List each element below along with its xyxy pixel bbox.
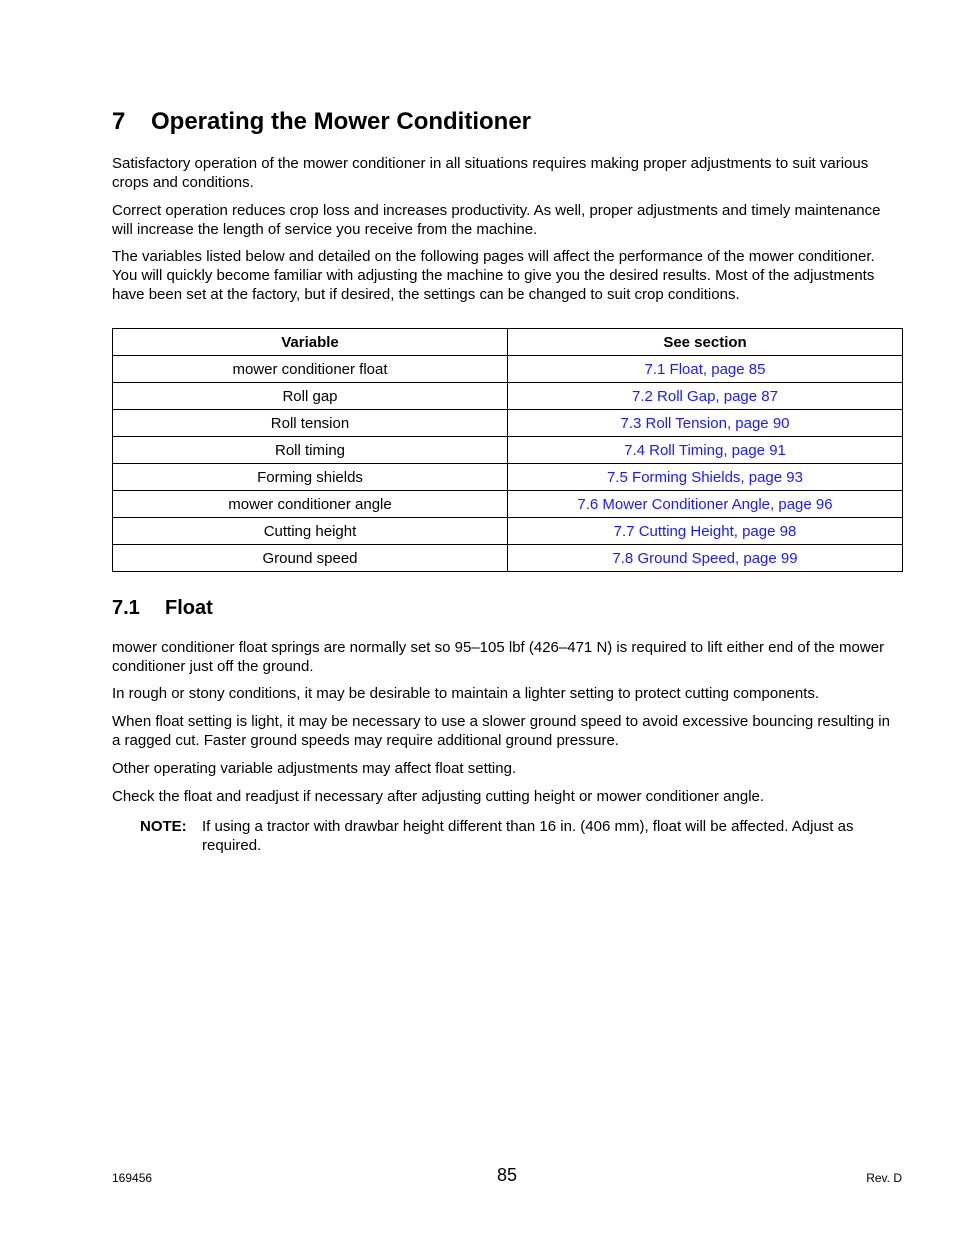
table-row (113, 437, 903, 464)
section-number: 7.1 (112, 597, 140, 619)
section-link[interactable]: 7.5 Forming Shields, page 93 (508, 464, 903, 491)
float-paragraph-4: Other operating variable adjustments may affect float setting. (112, 760, 517, 777)
chapter-title-text: Operating the Mower Conditioner (151, 108, 532, 135)
column-header-section: See section (508, 329, 903, 356)
intro-paragraph-3: The variables listed below and detailed on the following pages will affect the performance of the mower conditioner. You will quickly become familiar with adjusting the machine to give you the desired results. Most of the adjustments have been set at the factory, but if desired, the settings can be changed to suit crop conditions. (112, 248, 875, 303)
table-header-row (113, 329, 903, 356)
variable-cell: Cutting height (113, 518, 508, 545)
variable-cell: Forming shields (113, 464, 508, 491)
variables-table (112, 328, 903, 572)
section-link[interactable]: 7.7 Cutting Height, page 98 (508, 518, 903, 545)
intro-paragraph-2: Correct operation reduces crop loss and increases productivity. As well, proper adjustments and timely maintenance will increase the length of service you receive from the machine. (112, 202, 881, 238)
section-link[interactable]: 7.3 Roll Tension, page 90 (508, 410, 903, 437)
page-footer (112, 1165, 902, 1189)
variable-cell: mower conditioner float (113, 356, 508, 383)
revision-label: Rev. D (866, 1171, 902, 1185)
section-link[interactable]: 7.2 Roll Gap, page 87 (508, 383, 903, 410)
chapter-number: 7 (112, 108, 126, 135)
table-row (113, 410, 903, 437)
page-number: 85 (496, 1165, 518, 1185)
table-row (113, 545, 903, 572)
variable-cell: Roll gap (113, 383, 508, 410)
section-link[interactable]: 7.8 Ground Speed, page 99 (508, 545, 903, 572)
float-paragraph-3: When float setting is light, it may be necessary to use a slower ground speed to avoid excessive bouncing resulting in a ragged cut. Faster ground speeds may require additional ground pressure. (112, 713, 890, 749)
variable-cell: Roll timing (113, 437, 508, 464)
section-title-text: Float (165, 597, 213, 619)
document-number: 169456 (112, 1171, 153, 1185)
table-row (113, 518, 903, 545)
section-title (112, 595, 213, 621)
float-paragraph-2: In rough or stony conditions, it may be desirable to maintain a lighter setting to protect cutting components. (112, 685, 820, 702)
section-link[interactable]: 7.4 Roll Timing, page 91 (508, 437, 903, 464)
note-block (140, 817, 902, 855)
table-row (113, 491, 903, 518)
float-paragraph-5: Check the float and readjust if necessary after adjusting cutting height or mower conditioner angle. (112, 788, 765, 805)
float-paragraph-1: mower conditioner float springs are normally set so 95–105 lbf (426–471 N) is required to lift either end of the mower conditioner just off the ground. (112, 639, 885, 675)
note-text: If using a tractor with drawbar height different than 16 in. (406 mm), float will be affected. Adjust as required. (202, 818, 854, 854)
column-header-variable: Variable (113, 329, 508, 356)
variable-cell: mower conditioner angle (113, 491, 508, 518)
chapter-title (112, 107, 531, 137)
section-link[interactable]: 7.1 Float, page 85 (508, 356, 903, 383)
intro-paragraph-1: Satisfactory operation of the mower conditioner in all situations requires making proper adjustments to suit various crops and conditions. (112, 155, 869, 191)
note-label: NOTE: (140, 818, 187, 835)
variable-cell: Roll tension (113, 410, 508, 437)
table-row (113, 464, 903, 491)
table-row (113, 356, 903, 383)
variable-cell: Ground speed (113, 545, 508, 572)
table-row (113, 383, 903, 410)
section-link[interactable]: 7.6 Mower Conditioner Angle, page 96 (508, 491, 903, 518)
